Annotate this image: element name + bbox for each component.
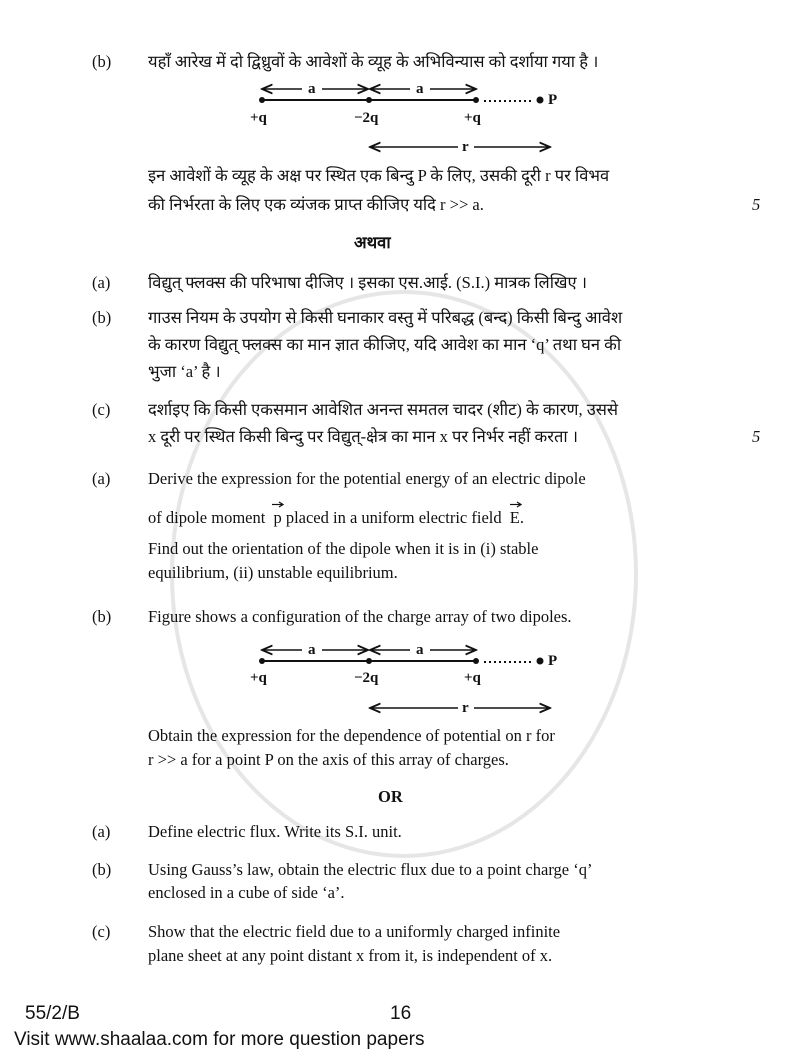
english-a-text: Find out the orientation of the dipole when it is in (i) stable: [148, 539, 539, 558]
vector-arrow-icon: [510, 501, 522, 508]
hindi-b-text: की निर्भरता के लिए एक व्यंजक प्राप्त कीजिए यदि r >> a.: [148, 195, 484, 214]
visit-link[interactable]: Visit www.shaalaa.com for more question papers: [14, 1029, 425, 1050]
hindi-a-text: विद्युत् फ्लक्स की परिभाषा दीजिए । इसका एस.आई. (S.I.) मात्रक लिखिए ।: [148, 273, 587, 292]
charge-label: −2q: [354, 670, 379, 686]
hindi-b2-text: गाउस नियम के उपयोग से किसी घनाकार वस्तु में परिबद्ध (बन्द) किसी बिन्दु आवेश: [148, 308, 623, 327]
marks: 5: [752, 195, 761, 214]
page-number: 16: [390, 1003, 412, 1024]
paper-code: 55/2/B: [25, 1003, 80, 1024]
charge-label: +q: [250, 670, 267, 686]
or-c-text: plane sheet at any point distant x from it, is independent of x.: [148, 946, 553, 965]
english-a-text: Derive the expression for the potential energy of an electric dipole: [148, 469, 586, 488]
hindi-b2-text: के कारण विद्युत् फ्लक्स का मान ज्ञात कीजिए, यदि आवेश का मान ‘q’ तथा घन की: [148, 335, 622, 354]
hindi-b2-label: (b): [92, 308, 112, 327]
hindi-b-label: (b): [92, 52, 112, 71]
hindi-c-label: (c): [92, 400, 111, 419]
hindi-c-text: x दूरी पर स्थित किसी बिन्दु पर विद्युत्-क्षेत्र का मान x पर निर्भर नहीं करता ।: [148, 427, 579, 446]
english-a-text-line2: of dipole moment p placed in a uniform electric field E.: [148, 508, 524, 528]
point-p-label: P: [548, 92, 558, 108]
charge-diagram-english: [250, 641, 570, 716]
english-a-label: (a): [92, 469, 111, 488]
or-b-text: enclosed in a cube of side ‘a’.: [148, 883, 345, 902]
charge-label: +q: [464, 110, 481, 126]
english-b-text: r >> a for a point P on the axis of this array of charges.: [148, 750, 509, 769]
english-b-label: (b): [92, 607, 112, 626]
dipole-moment-vector: p: [273, 508, 281, 528]
vector-arrow-icon: [272, 501, 284, 508]
distance-a-label: a: [416, 642, 424, 658]
charge-label: +q: [464, 670, 481, 686]
point-p-label: P: [548, 653, 558, 669]
marks: 5: [752, 427, 761, 446]
charge-label: −2q: [354, 110, 379, 126]
charge-diagram-lines: [250, 80, 570, 155]
charge-diagram-lines: [250, 641, 570, 716]
text: of dipole moment: [148, 508, 266, 527]
or-c-text: Show that the electric field due to a uniformly charged infinite: [148, 922, 561, 941]
hindi-c-text: दर्शाइए कि किसी एकसमान आवेशित अनन्त समतल चादर (शीट) के कारण, उससे: [148, 400, 619, 419]
hindi-b-text: इन आवेशों के व्यूह के अक्ष पर स्थित एक बिन्दु P के लिए, उसकी दूरी r पर विभव: [148, 166, 610, 185]
or-heading: OR: [378, 787, 403, 806]
or-b-label: (b): [92, 860, 112, 879]
hindi-a-label: (a): [92, 273, 111, 292]
english-b-text: Obtain the expression for the dependence of potential on r for: [148, 726, 555, 745]
english-a-text: equilibrium, (ii) unstable equilibrium.: [148, 563, 398, 582]
electric-field-vector: E: [510, 508, 520, 528]
or-c-label: (c): [92, 922, 111, 941]
english-b-intro: Figure shows a configuration of the charge array of two dipoles.: [148, 607, 572, 626]
or-a-label: (a): [92, 822, 111, 841]
distance-a-label: a: [308, 81, 316, 97]
or-a-text: Define electric flux. Write its S.I. unit.: [148, 822, 402, 841]
distance-r-label: r: [462, 139, 469, 155]
distance-a-label: a: [308, 642, 316, 658]
distance-r-label: r: [462, 700, 469, 716]
charge-diagram-hindi: [250, 80, 570, 155]
or-b-text: Using Gauss’s law, obtain the electric flux due to a point charge ‘q’: [148, 860, 593, 879]
charge-label: +q: [250, 110, 267, 126]
text: placed in a uniform electric field: [285, 508, 502, 527]
distance-a-label: a: [416, 81, 424, 97]
hindi-b2-text: भुजा ‘a’ है ।: [148, 362, 221, 381]
or-heading-hindi: अथवा: [354, 233, 391, 252]
hindi-b-intro: यहाँ आरेख में दो द्विध्रुवों के आवेशों के व्यूह के अभिविन्यास को दर्शाया गया है ।: [148, 52, 599, 71]
